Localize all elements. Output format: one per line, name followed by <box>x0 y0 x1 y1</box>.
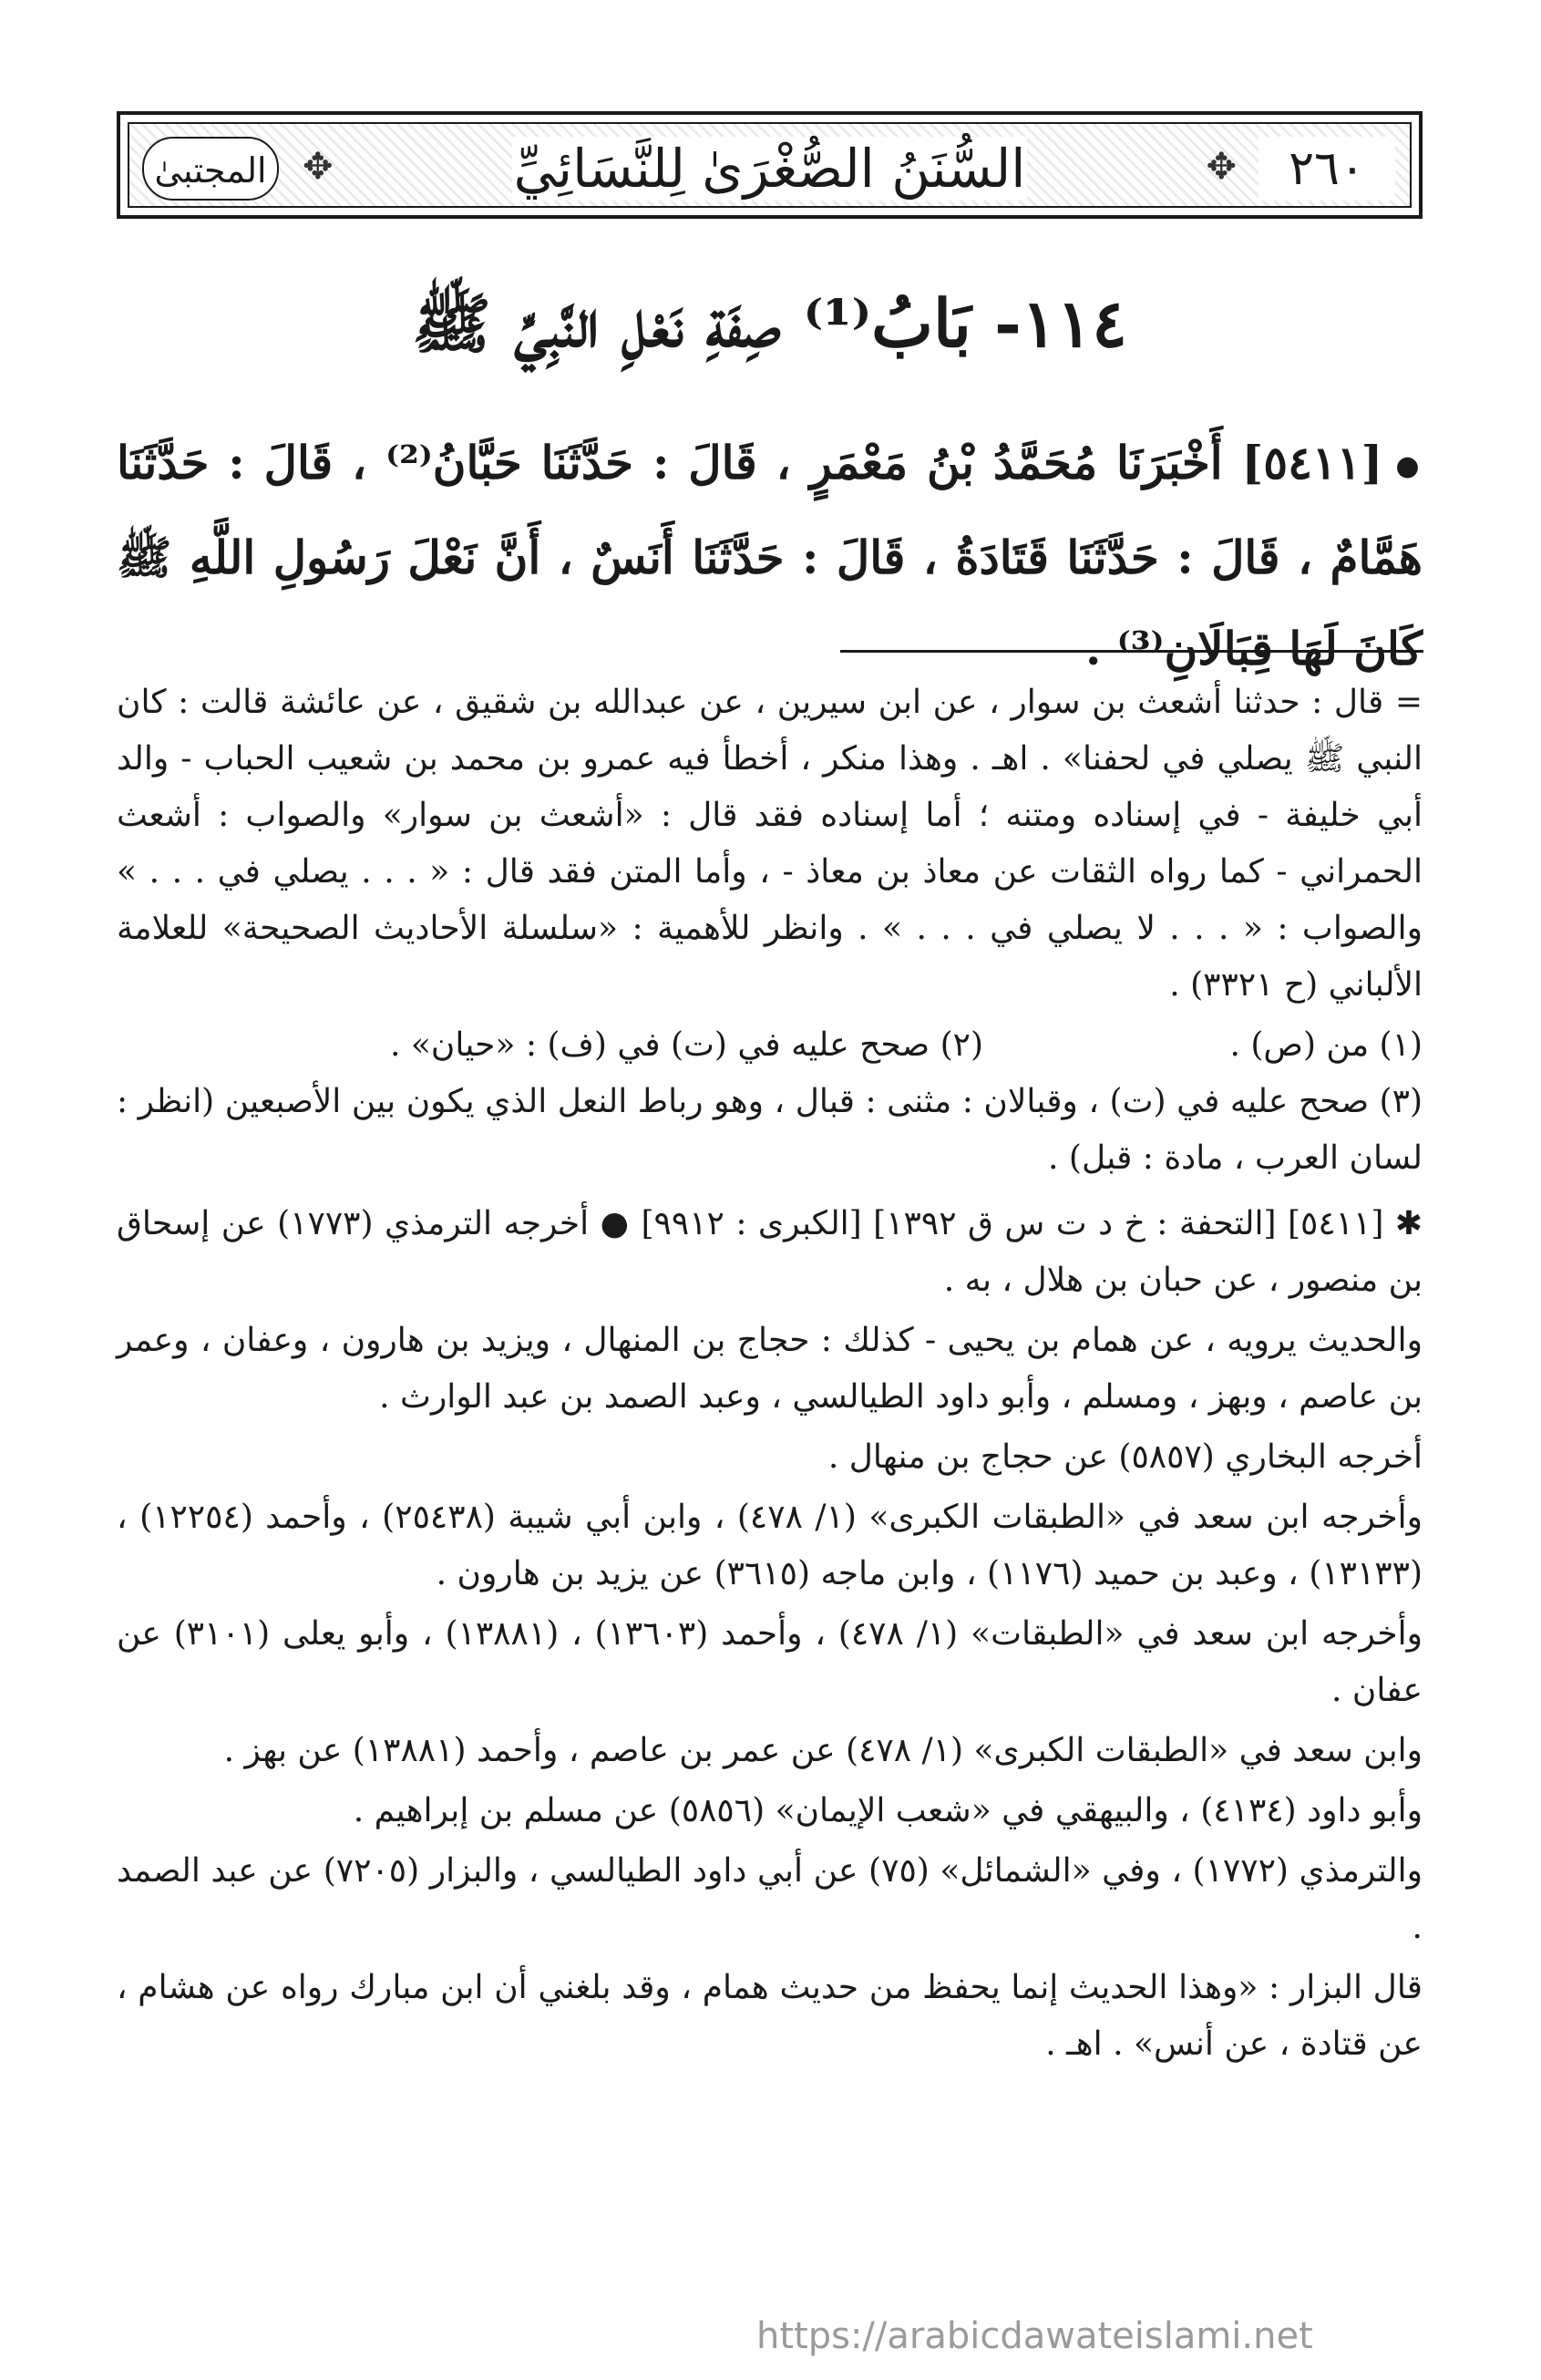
ornament-icon: ✥ <box>1206 146 1237 188</box>
takhrij-paragraph: والترمذي (١٧٧٢) ، وفي «الشمائل» (٧٥) عن أبي داود الطيالسي ، والبزار (٧٢٠٥) عن عبد الصمد . <box>117 1852 1423 1946</box>
takhrij-paragraph: أخرجه البخاري (٥٨٥٧) عن حجاج بن منهال . <box>827 1438 1423 1476</box>
hadith-text-block <box>117 417 1423 695</box>
footnote-row <box>117 1017 1423 1074</box>
takhrij-paragraph: والحديث يرويه ، عن همام بن يحيى - كذلك : حجاج بن المنهال ، ويزيد بن هارون ، وعفان ، وعمر بن عاصم ، وبهز ، ومسلم ، وأبو داود الطيالسي ، وعبد الصمد بن عبد الوارث . <box>117 1322 1423 1416</box>
takhrij-paragraph: وأخرجه ابن سعد في «الطبقات الكبرى» (١/ ٤٧٨) ، وابن أبي شيبة (٢٥٤٣٨) ، وأحمد (١٢٢٥٤) ، (١٣١٣٣) ، وعبد بن حميد (١١٧٦) ، وابن ماجه (٣٦١٥) عن يزيد بن هارون . <box>117 1499 1423 1592</box>
footnote-3: (٣) صحح عليه في (ت) ، وقبالان : مثنى : قبال ، وهو رباط النعل الذي يكون بين الأصبعين (انظر : لسان العرب ، مادة : قبل) . <box>117 1083 1423 1177</box>
footnotes <box>117 675 1423 2076</box>
book-title: السُّنَنُ الصُّغْرَىٰ لِلنَّسَائِيِّ <box>513 138 1026 200</box>
page-header <box>117 111 1423 219</box>
continued-note: = قال : حدثنا أشعث بن سوار ، عن ابن سيرين ، عن عبدالله بن شقيق ، عن عائشة قالت : كان النبي ﷺ يصلي في لحفنا» . اهـ . وهذا منكر ، أخطأ فيه عمرو بن محمد بن شعيب الحباب - والد أبي خليفة - في إسناده ومتنه ؛ أما إسناده فقد قال : «أشعث بن سوار» والصواب : أشعث الحمراني - كما رواه الثقات عن معاذ بن معاذ - ، وأما المتن فقد قال : « . . . يصلي في . . . » والصواب : « . . . لا يصلي في . . . » . وانظر للأهمية : «سلسلة الأحاديث الصحيحة» للعلامة الألباني (ح ٣٣٢١) . <box>117 684 1423 1004</box>
takhrij-paragraph: ✱ [٥٤١١] [التحفة : خ د ت س ق ١٣٩٢] [الكبرى : ٩٩١٢] ● أخرجه الترمذي (١٧٧٣) عن إسحاق بن منصور ، عن حبان بن هلال ، به . <box>117 1205 1423 1299</box>
takhrij-paragraph: قال البزار : «وهذا الحديث إنما يحفظ من حديث همام ، وقد بلغني أن ابن مبارك رواه عن هشام ، عن قتادة ، عن أنس» . اهـ . <box>117 1969 1423 2063</box>
footnote-divider <box>840 650 1423 653</box>
page-number: ٢٦٠ <box>1258 137 1395 201</box>
footnote-2: (٢) صحح عليه في (ت) في (ف) : «حيان» . <box>390 1026 983 1064</box>
hadith-text: [٥٤١١] أَخْبَرَنَا مُحَمَّدُ بْنُ مَعْمَرٍ ، قَالَ : حَدَّثَنَا حَبَّانُ⁽²⁾ ، قَالَ : حَدَّثَنَا هَمَّامٌ ، قَالَ : حَدَّثَنَا قَتَادَةُ ، قَالَ : حَدَّثَنَا أَنَسٌ ، أَنَّ نَعْلَ رَسُولِ اللَّهِ ﷺ كَانَ لَهَا قِبَالَانِ⁽³⁾ . <box>117 436 1423 675</box>
takhrij-paragraph: وابن سعد في «الطبقات الكبرى» (١/ ٤٧٨) عن عمر بن عاصم ، وأحمد (١٣٨٨١) عن بهز . <box>223 1732 1423 1769</box>
header-ornament-border <box>128 122 1412 208</box>
bullet-icon: ● <box>1395 450 1423 482</box>
chapter-heading: ١١٤- بَابُ⁽¹⁾ صِفَةِ نَعْلِ النَّبِيِّ ﷺ <box>412 284 1127 362</box>
takhrij-paragraph: وأخرجه ابن سعد في «الطبقات» (١/ ٤٧٨) ، وأحمد (١٣٦٠٣) ، (١٣٨٨١) ، وأبو يعلى (٣١٠١) عن عفان . <box>117 1615 1423 1709</box>
watermark-url: https://arabicdawateislami.net <box>756 2315 1313 2357</box>
footnote-1: (١) من (ص) . <box>1229 1026 1423 1064</box>
ornament-icon: ✥ <box>303 146 334 188</box>
book-name-cartouche: المجتبیٰ <box>142 137 279 201</box>
takhrij-paragraph: وأبو داود (٤١٣٤) ، والبيهقي في «شعب الإيمان» (٥٨٥٦) عن مسلم بن إبراهيم . <box>353 1792 1423 1829</box>
